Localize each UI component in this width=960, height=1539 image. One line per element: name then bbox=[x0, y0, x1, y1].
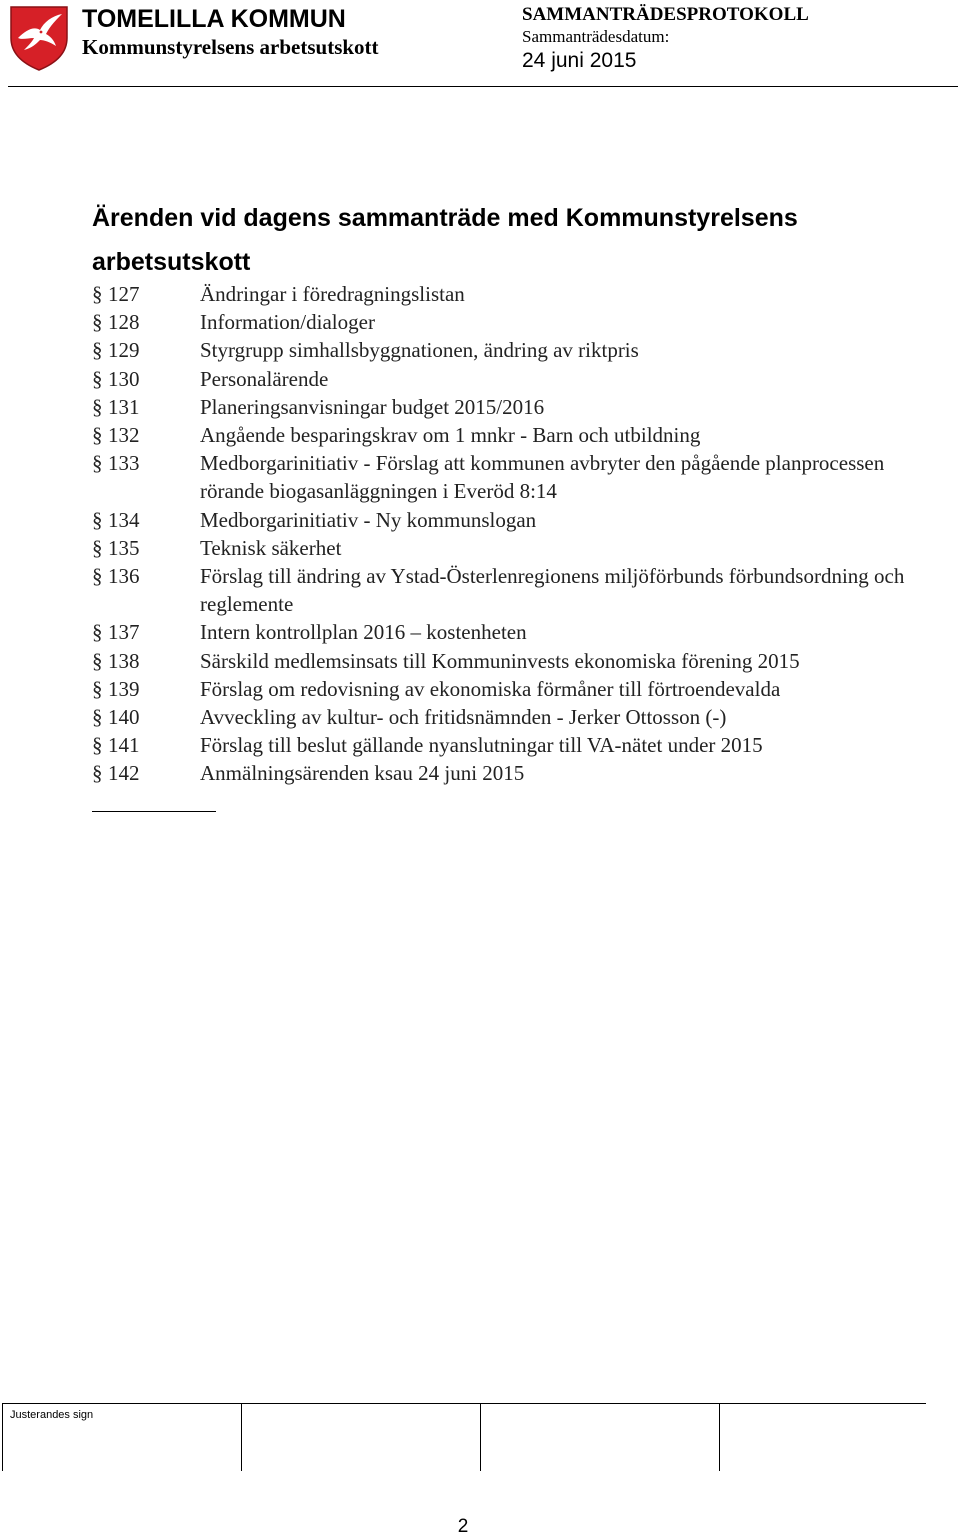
agenda-item bbox=[92, 449, 952, 505]
section-number: 136 bbox=[108, 564, 140, 589]
agenda-item-title: Intern kontrollplan 2016 – kostenheten bbox=[200, 620, 527, 645]
shield-with-bird-icon bbox=[8, 4, 70, 72]
section-ref bbox=[92, 562, 200, 618]
section-symbol-icon: § bbox=[92, 394, 103, 419]
signature-label: Justerandes sign bbox=[10, 1409, 94, 1421]
agenda-item bbox=[92, 703, 952, 731]
agenda-item-title: Anmälningsärenden ksau 24 juni 2015 bbox=[200, 761, 525, 786]
agenda-list bbox=[92, 280, 952, 788]
agenda-item-title: Angående besparingskrav om 1 mnkr - Barn och utbildning bbox=[200, 423, 701, 448]
agenda-item bbox=[92, 365, 952, 393]
signature-table-top-border bbox=[2, 1403, 926, 1404]
section-ref bbox=[92, 618, 200, 646]
section-symbol-icon: § bbox=[92, 310, 103, 335]
section-ref bbox=[92, 308, 200, 336]
section-number: 135 bbox=[108, 535, 140, 560]
signature-cell-3 bbox=[480, 1403, 481, 1471]
document-type: SAMMANTRÄDESPROTOKOLL bbox=[522, 4, 809, 25]
agenda-item-title: Förslag om redovisning av ekonomiska förmåner till förtroendevalda bbox=[200, 676, 781, 701]
page-number: 2 bbox=[457, 1516, 469, 1537]
section-ref bbox=[92, 731, 200, 759]
section-number: 131 bbox=[108, 394, 140, 419]
committee-name: Kommunstyrelsens arbetsutskott bbox=[82, 35, 379, 59]
section-ref bbox=[92, 365, 200, 393]
section-symbol-icon: § bbox=[92, 648, 103, 673]
section-ref bbox=[92, 534, 200, 562]
section-ref bbox=[92, 421, 200, 449]
section-symbol-icon: § bbox=[92, 535, 103, 560]
section-number: 127 bbox=[108, 282, 140, 306]
section-symbol-icon: § bbox=[92, 423, 103, 448]
section-ref bbox=[92, 703, 200, 731]
section-symbol-icon: § bbox=[92, 620, 103, 645]
agenda-item bbox=[92, 506, 952, 534]
section-symbol-icon: § bbox=[92, 564, 103, 589]
agenda-item bbox=[92, 336, 952, 364]
agenda-item-title: Särskild medlemsinsats till Kommuninvests ekonomiska förening 2015 bbox=[200, 648, 800, 673]
agenda-item-title: Personalärende bbox=[200, 366, 329, 391]
meeting-date-value: 24 juni 2015 bbox=[522, 49, 637, 72]
agenda-item bbox=[92, 731, 952, 759]
agenda-item-title: Medborgarinitiativ - Förslag att kommunen avbryter den pågående planprocessen rörande biogasanläggningen i Everöd 8:14 bbox=[200, 451, 885, 504]
agenda-item-title: Styrgrupp simhallsbyggnationen, ändring av riktpris bbox=[200, 338, 639, 363]
section-number: 129 bbox=[108, 338, 140, 363]
section-ref bbox=[92, 506, 200, 534]
section-ref bbox=[92, 675, 200, 703]
section-ref bbox=[92, 449, 200, 505]
end-rule bbox=[92, 811, 216, 812]
agenda-item-title: Medborgarinitiativ - Ny kommunslogan bbox=[200, 507, 537, 532]
agenda-item bbox=[92, 562, 952, 618]
section-symbol-icon: § bbox=[92, 733, 103, 758]
section-number: 130 bbox=[108, 366, 140, 391]
agenda-item-title: Teknisk säkerhet bbox=[200, 535, 342, 560]
signature-cell-1 bbox=[2, 1403, 3, 1471]
header-left bbox=[82, 4, 379, 60]
section-symbol-icon: § bbox=[92, 282, 103, 306]
agenda-item-title: Planeringsanvisningar budget 2015/2016 bbox=[200, 394, 545, 419]
section-number: 132 bbox=[108, 423, 140, 448]
agenda-item bbox=[92, 421, 952, 449]
page-title: Ärenden vid dagens sammanträde med Kommunstyrelsens arbetsutskott bbox=[92, 204, 798, 276]
organization-name: TOMELILLA KOMMUN bbox=[82, 5, 346, 33]
section-number: 133 bbox=[108, 451, 140, 476]
agenda-item bbox=[92, 534, 952, 562]
section-symbol-icon: § bbox=[92, 366, 103, 391]
agenda-item-title: Information/dialoger bbox=[200, 310, 375, 335]
signature-cell-2 bbox=[241, 1403, 242, 1471]
section-symbol-icon: § bbox=[92, 338, 103, 363]
meeting-date-label: Sammanträdesdatum: bbox=[522, 27, 670, 46]
agenda-item bbox=[92, 618, 952, 646]
section-number: 141 bbox=[108, 733, 140, 758]
section-number: 138 bbox=[108, 648, 140, 673]
section-number: 134 bbox=[108, 507, 140, 532]
section-symbol-icon: § bbox=[92, 761, 103, 786]
section-symbol-icon: § bbox=[92, 676, 103, 701]
agenda-item bbox=[92, 393, 952, 421]
section-number: 142 bbox=[108, 761, 140, 786]
agenda-item bbox=[92, 280, 952, 308]
section-symbol-icon: § bbox=[92, 451, 103, 476]
agenda-item bbox=[92, 675, 952, 703]
section-symbol-icon: § bbox=[92, 507, 103, 532]
section-symbol-icon: § bbox=[92, 705, 103, 730]
agenda-item-title: Förslag till ändring av Ystad-Österlenregionens miljöförbunds förbundsordning och reglemente bbox=[200, 564, 905, 617]
agenda-item bbox=[92, 647, 952, 675]
header-divider bbox=[8, 86, 958, 87]
agenda-item bbox=[92, 759, 952, 787]
signature-cell-4 bbox=[719, 1403, 720, 1471]
agenda-item-title: Ändringar i föredragningslistan bbox=[200, 282, 465, 306]
signature-table bbox=[2, 1403, 926, 1471]
section-ref bbox=[92, 393, 200, 421]
section-ref bbox=[92, 647, 200, 675]
section-ref bbox=[92, 336, 200, 364]
section-number: 128 bbox=[108, 310, 140, 335]
section-ref bbox=[92, 280, 200, 308]
agenda-item bbox=[92, 308, 952, 336]
section-number: 137 bbox=[108, 620, 140, 645]
agenda-item-title: Avveckling av kultur- och fritidsnämnden - Jerker Ottosson (-) bbox=[200, 705, 727, 730]
section-number: 139 bbox=[108, 676, 140, 701]
section-number: 140 bbox=[108, 705, 140, 730]
header-right bbox=[522, 4, 809, 74]
agenda-item-title: Förslag till beslut gällande nyanslutningar till VA-nätet under 2015 bbox=[200, 733, 763, 758]
section-ref bbox=[92, 759, 200, 787]
